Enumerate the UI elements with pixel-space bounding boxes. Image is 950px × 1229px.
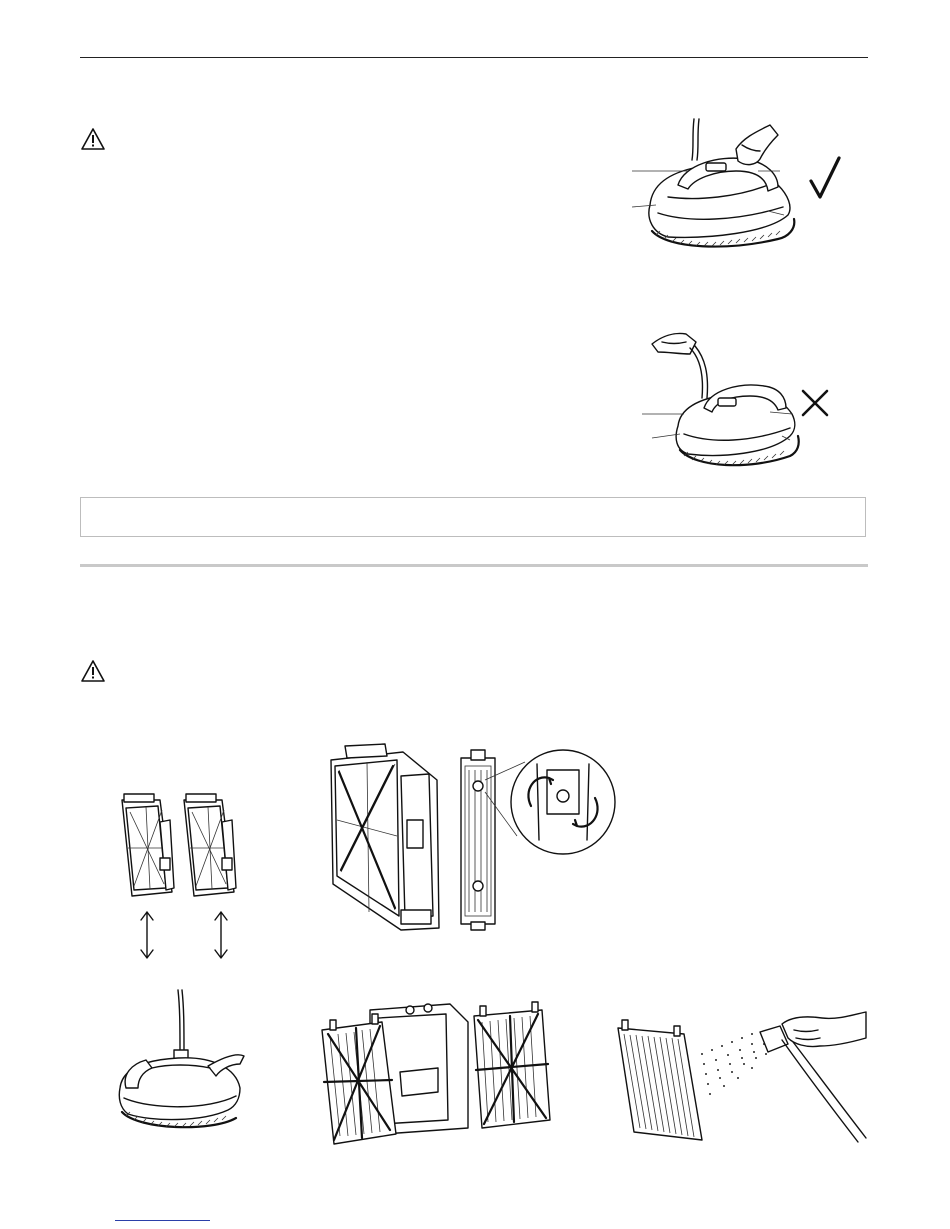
note-box <box>80 497 866 537</box>
header-rule <box>80 57 868 58</box>
warning-triangle-icon <box>80 659 106 683</box>
double-arrow-icon <box>215 912 227 958</box>
warning-triangle-icon <box>80 127 106 151</box>
filter-rinse-illustration <box>612 1008 868 1142</box>
check-mark-icon <box>808 155 842 201</box>
filter-cartridges-pair-illustration <box>110 792 250 967</box>
filter-disassembled-illustration <box>318 1002 558 1144</box>
footer-link[interactable] <box>115 1220 210 1221</box>
filter-lock-detail-illustration <box>325 740 620 932</box>
section-divider <box>80 564 868 567</box>
x-mark-icon <box>800 388 830 418</box>
robot-lid-open-illustration <box>112 988 247 1138</box>
double-arrow-icon <box>141 912 153 958</box>
